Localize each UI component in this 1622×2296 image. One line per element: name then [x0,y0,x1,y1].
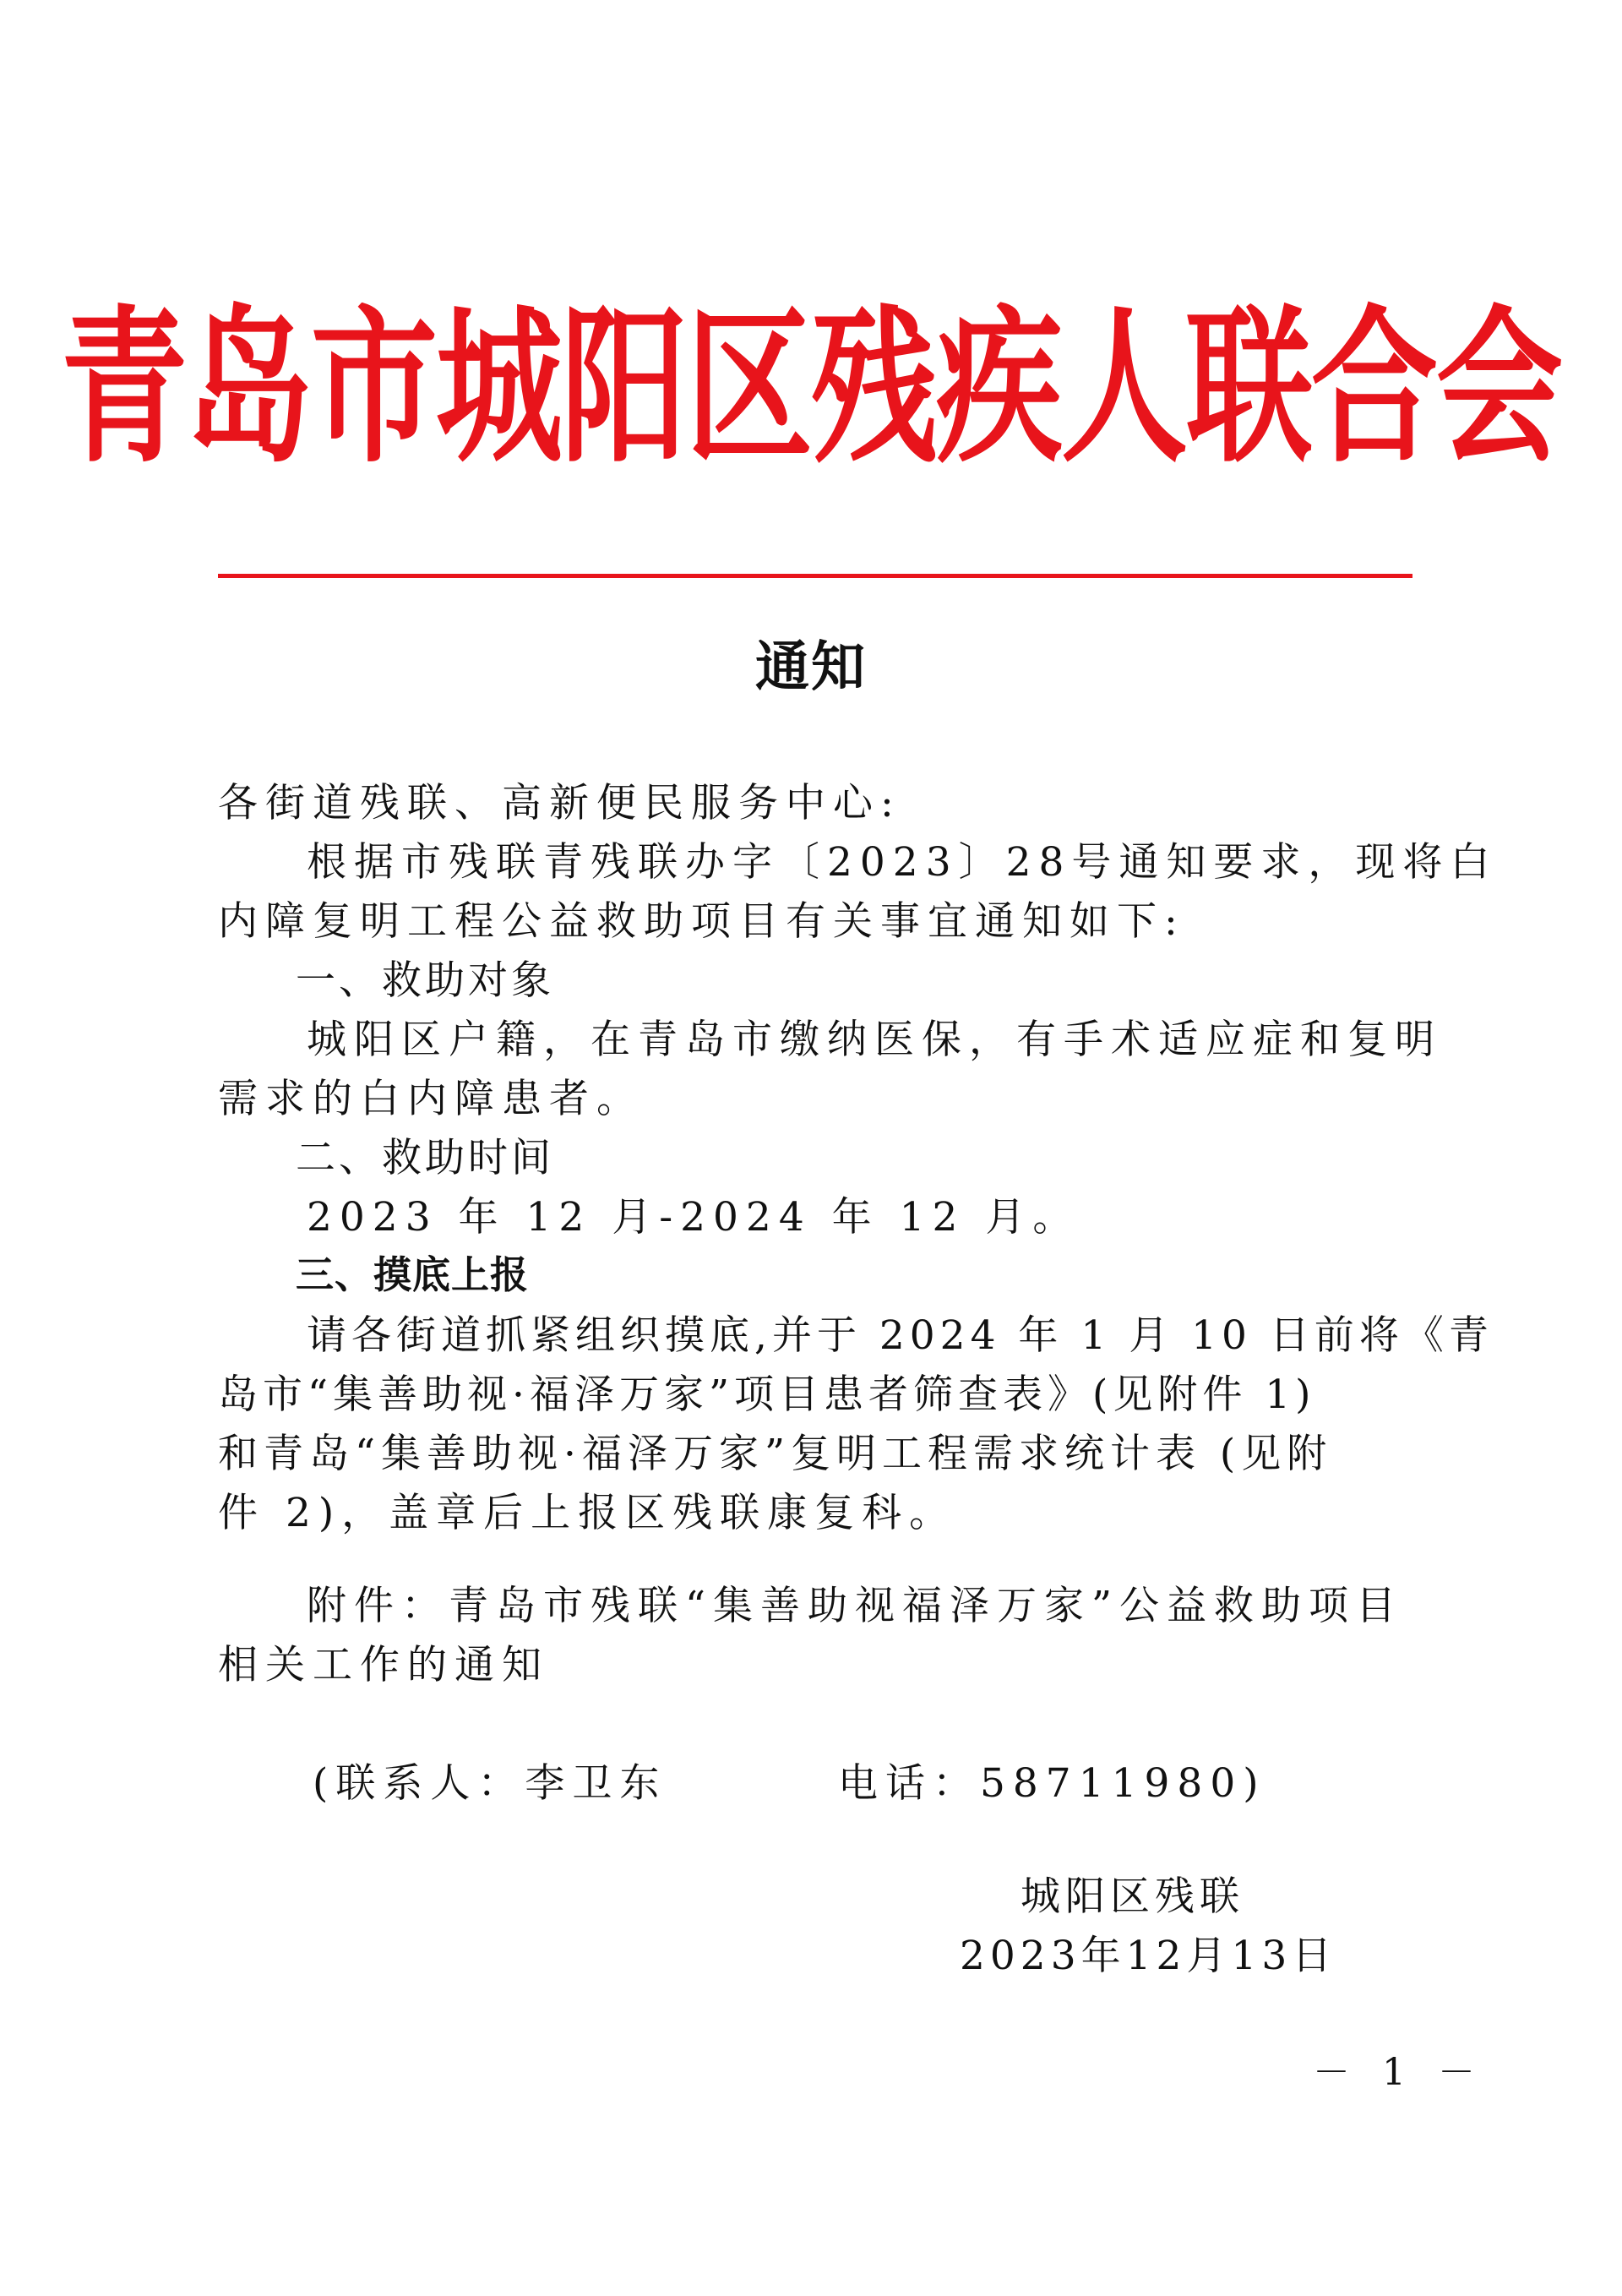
intro-paragraph-line-2: 内障复明工程公益救助项目有关事宜通知如下: [218,898,1185,945]
section-2-line-1: 2023 年 12 月-2024 年 12 月。 [307,1194,1080,1241]
section-3-line-2: 岛市“集善助视·福泽万家”项目患者筛查表》(见附件 1) [218,1372,1316,1418]
intro-paragraph-line-1: 根据市残联青残联办字〔2023〕28号通知要求，现将白 [307,839,1498,886]
red-separator-line [218,574,1412,578]
attachment-line-2: 相关工作的通知 [218,1642,549,1688]
attachment-line-1: 附件：青岛市残联“集善助视福泽万家”公益救助项目 [307,1583,1404,1629]
addressee: 各街道残联、高新便民服务中心: [218,780,901,826]
signature-organization: 城阳区残联 [1021,1873,1244,1920]
organization-masthead: 青岛市城阳区残疾人联合会 [60,292,1561,486]
section-heading-3: 三、摸底上报 [296,1252,530,1297]
signature-date: 2023年12月13日 [960,1933,1337,1979]
section-3-line-1: 请各街道抓紧组织摸底,并于 2024 年 1 月 10 日前将《青 [307,1312,1494,1359]
section-1-line-1: 城阳区户籍，在青岛市缴纳医保，有手术适应症和复明 [307,1017,1442,1063]
contact-person: (联系人：李卫东 [313,1760,667,1807]
section-3-line-4: 件 2)，盖章后上报区残联康复科。 [218,1490,957,1536]
contact-phone: 电话：58711980) [838,1760,1266,1807]
section-1-line-2: 需求的白内障患者。 [218,1076,644,1122]
page-number: － 1 － [1313,2051,1485,2094]
section-3-line-3: 和青岛“集善助视·福泽万家”复明工程需求统计表 (见附 [218,1431,1333,1477]
document-title: 通知 [755,636,867,699]
section-heading-1: 一、救助对象 [296,957,554,1004]
section-heading-2: 二、救助时间 [296,1135,554,1181]
